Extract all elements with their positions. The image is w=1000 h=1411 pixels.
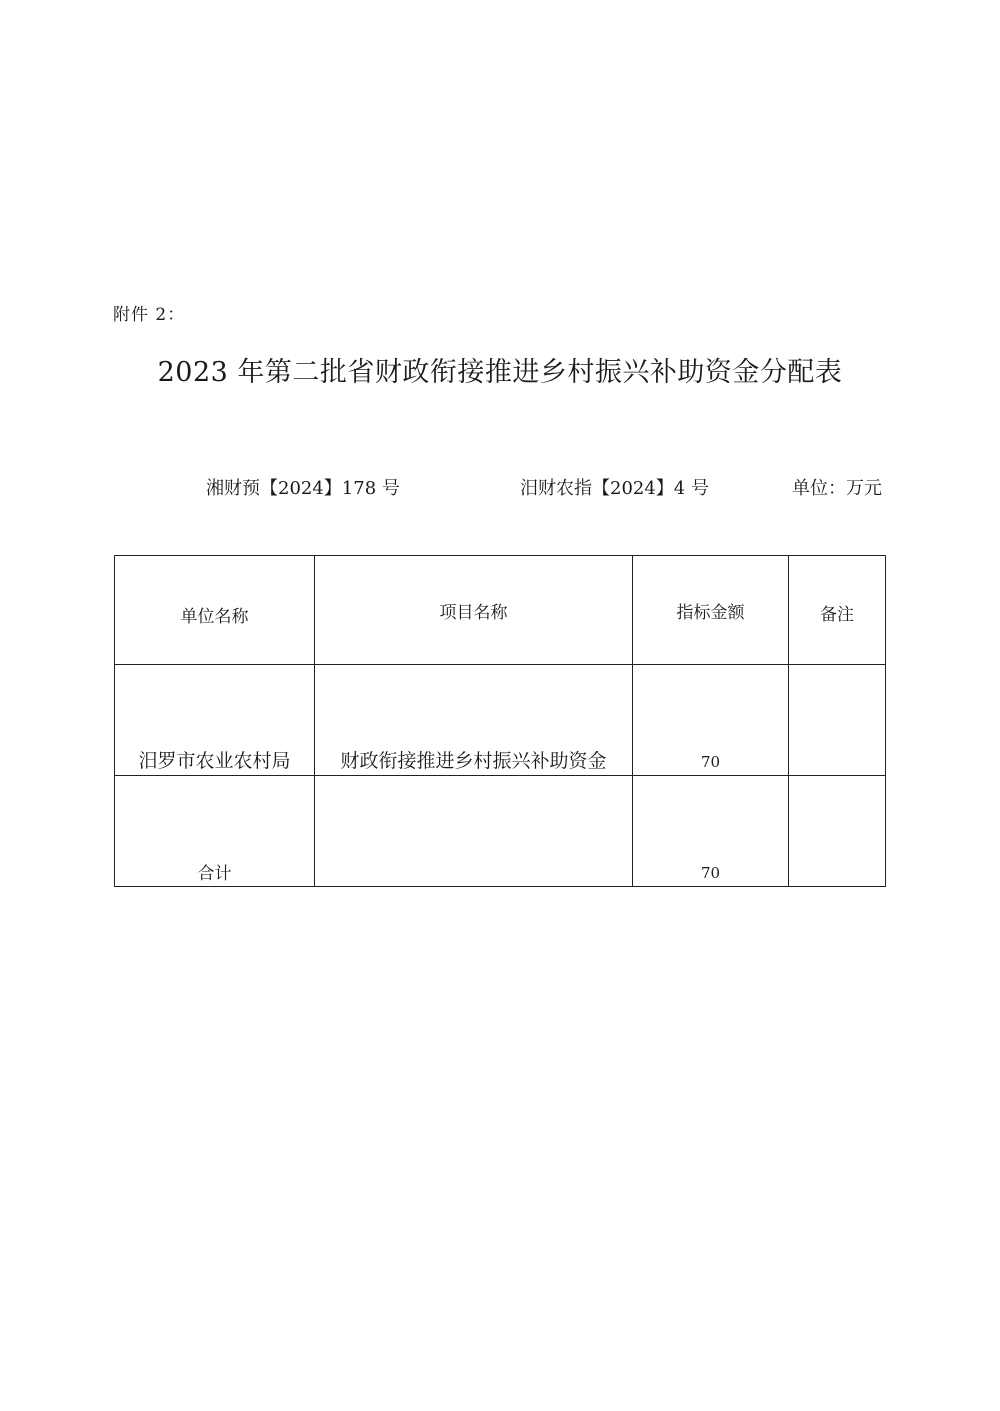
header-unit-name: 单位名称 [115, 556, 315, 665]
cell-note [789, 665, 886, 776]
document-title: 2023 年第二批省财政衔接推进乡村振兴补助资金分配表 [157, 357, 843, 388]
table-row [115, 665, 886, 776]
cell-unit: 汨罗市农业农村局 [115, 665, 315, 776]
header-remarks: 备注 [789, 556, 886, 665]
attachment-label: 附件 2： [113, 305, 186, 325]
total-label: 合计 [115, 776, 315, 887]
doc-ref-city: 汨财农指【2024】4 号 [520, 478, 709, 499]
header-project-name: 项目名称 [315, 556, 633, 665]
total-note [789, 776, 886, 887]
doc-ref-province: 湘财预【2024】178 号 [206, 478, 400, 499]
allocation-table [114, 555, 886, 887]
total-amount: 70 [633, 776, 789, 887]
cell-amount: 70 [633, 665, 789, 776]
unit-note: 单位：万元 [792, 478, 882, 499]
header-amount: 指标金额 [633, 556, 789, 665]
cell-project: 财政衔接推进乡村振兴补助资金 [315, 665, 633, 776]
table-total-row [115, 776, 886, 887]
total-project [315, 776, 633, 887]
table-header-row [115, 556, 886, 665]
